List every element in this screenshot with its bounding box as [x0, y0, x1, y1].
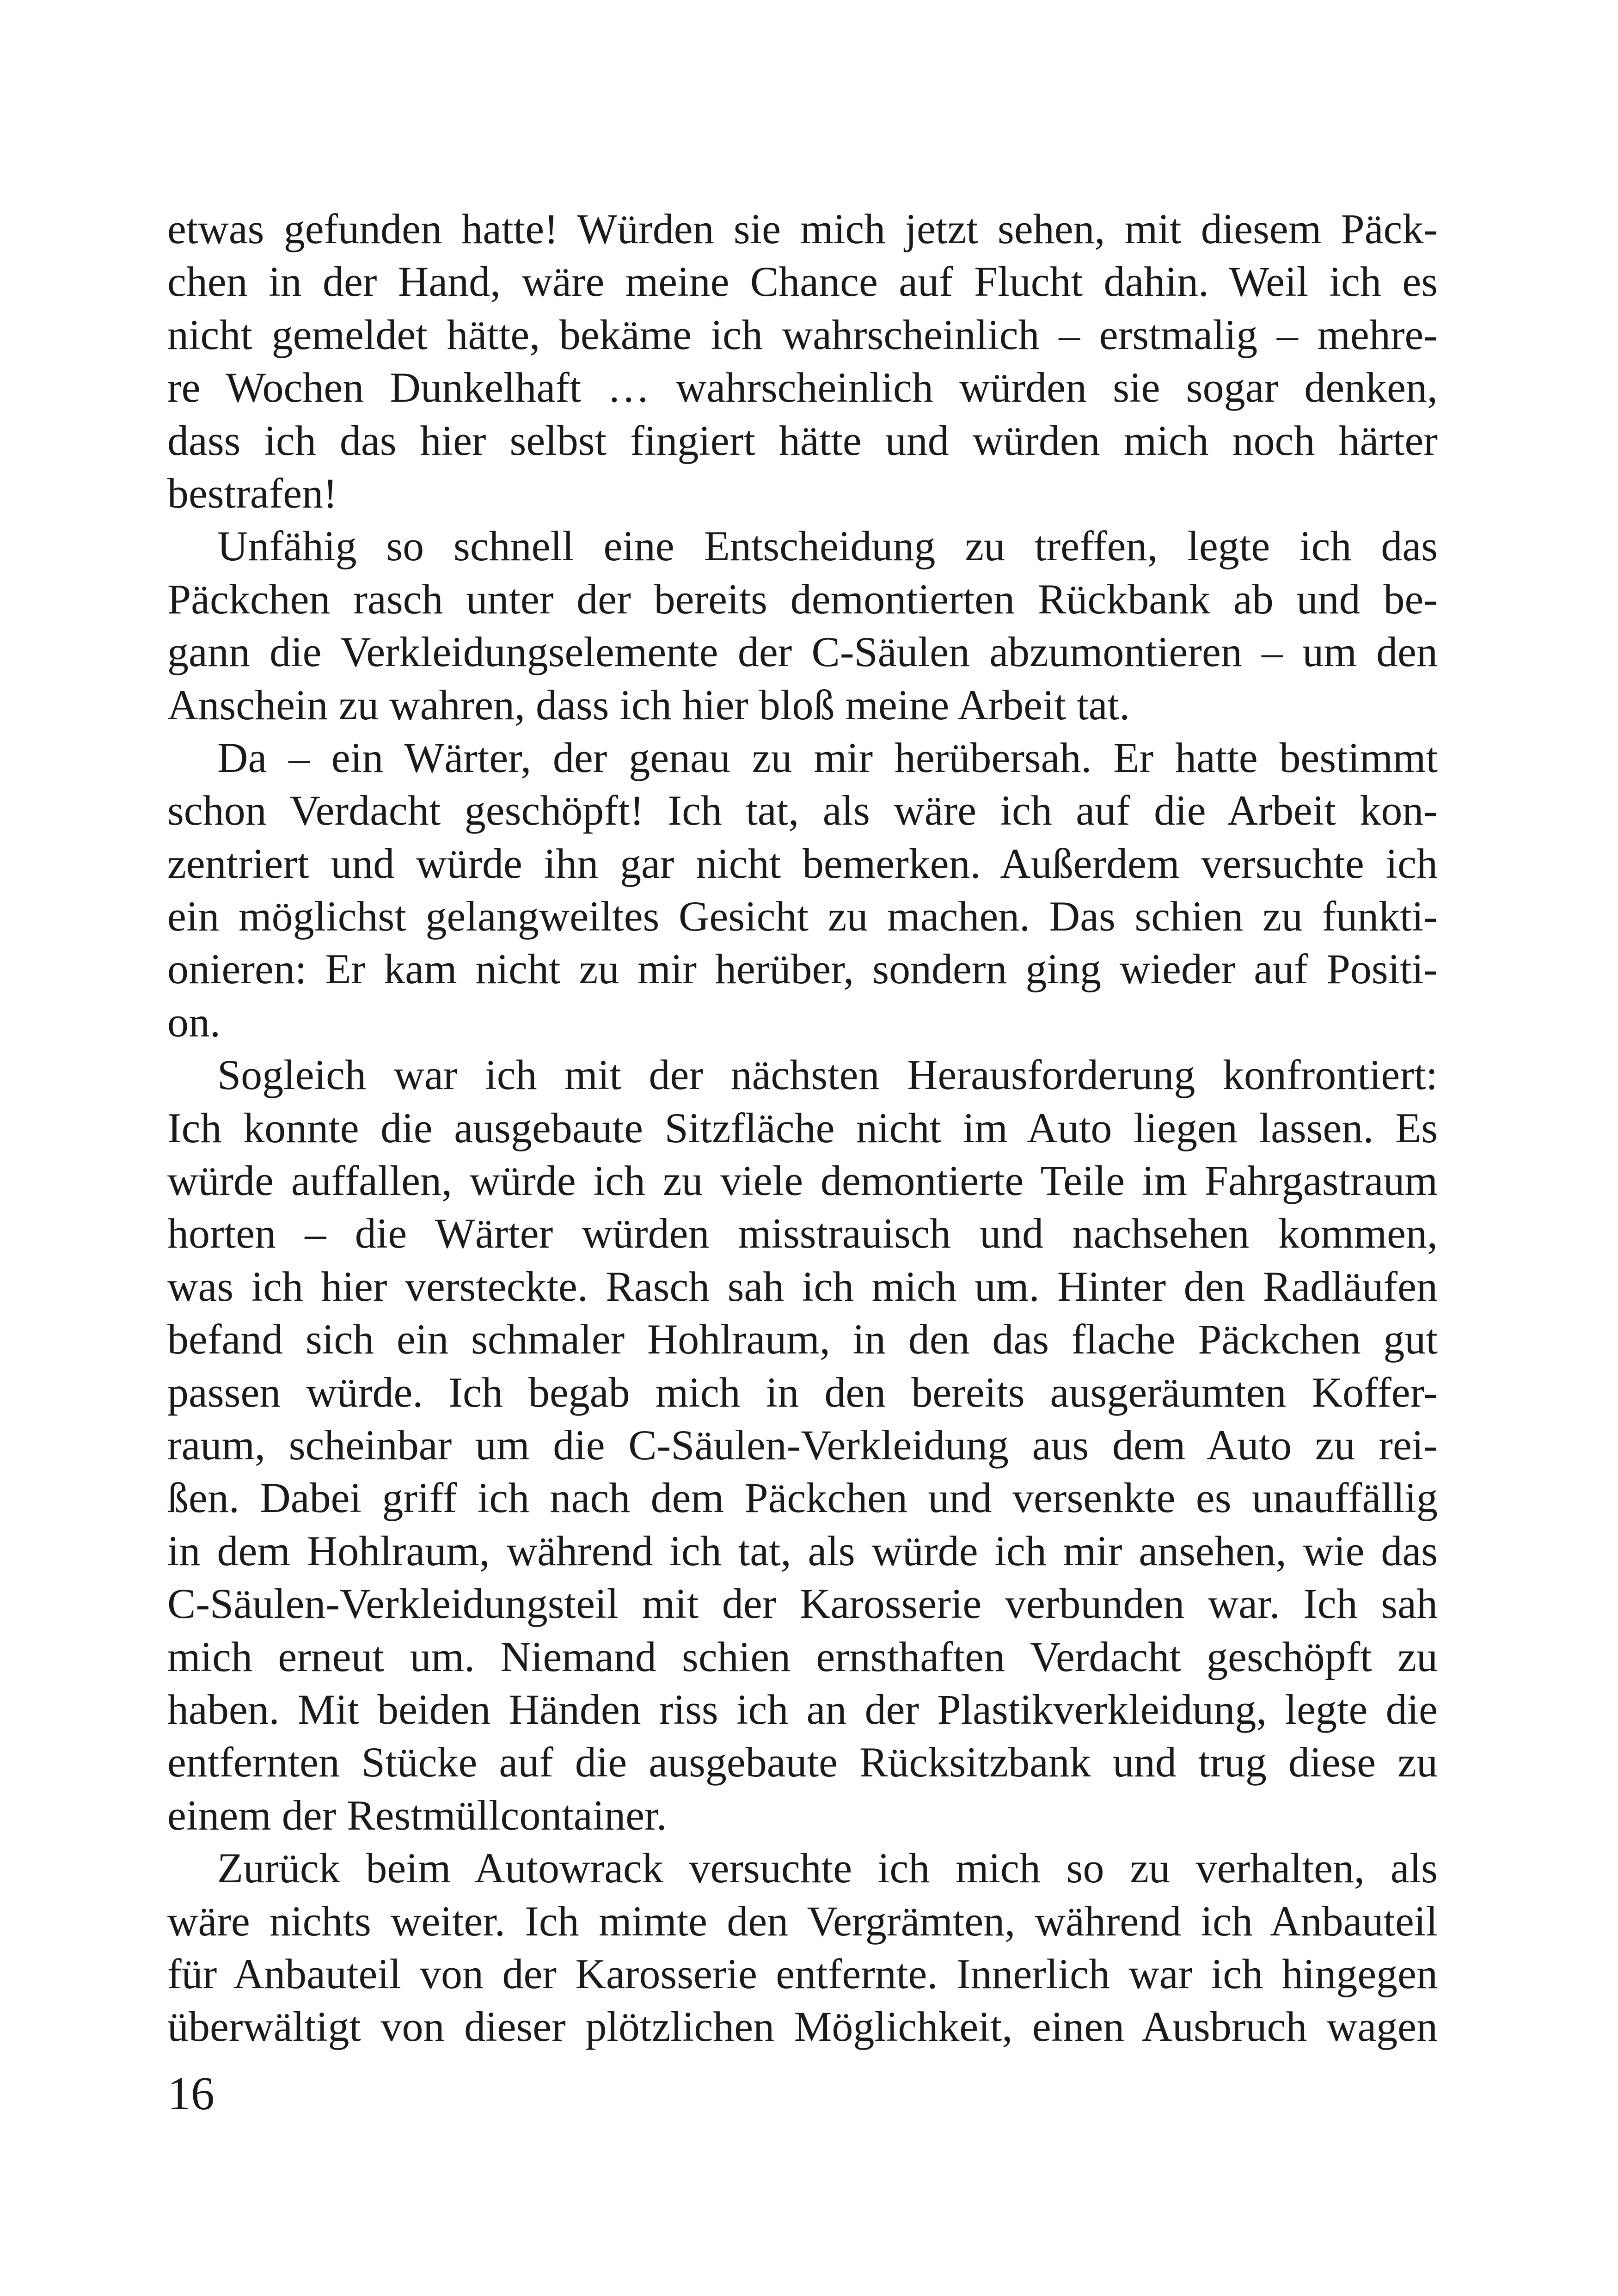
text-line: onieren: Er kam nicht zu mir herüber, sondern ging wieder auf Positi- [167, 945, 1438, 993]
text-line: Sogleich war ich mit der nächsten Herausforderung konfrontiert: [217, 1051, 1438, 1099]
text-line: dass ich das hier selbst fingiert hätte und würden mich noch härter [167, 416, 1438, 464]
text-line: zentriert und würde ihn gar nicht bemerken. Außerdem versuchte ich [167, 839, 1438, 887]
text-line: horten – die Wärter würden misstrauisch und nachsehen kommen, [167, 1210, 1438, 1257]
text-line: Zurück beim Autowrack versuchte ich mich so zu verhalten, als [217, 1844, 1438, 1892]
text-line: gann die Verkleidungselemente der C-Säulen abzumontieren – um den [167, 628, 1438, 676]
paragraph [167, 731, 1438, 1048]
text-line: Da – ein Wärter, der genau zu mir herübersah. Er hatte bestimmt [217, 734, 1438, 781]
text-line: bestrafen! [167, 469, 337, 517]
text-line: mich erneut um. Niemand schien ernsthaften Verdacht geschöpft zu [167, 1633, 1438, 1680]
text-line: etwas gefunden hatte! Würden sie mich jetzt sehen, mit diesem Päck- [167, 205, 1438, 252]
body-text [167, 202, 1438, 2053]
text-line: entfernten Stücke auf die ausgebaute Rücksitzbank und trug diese zu [167, 1739, 1438, 1786]
text-line: chen in der Hand, wäre meine Chance auf Flucht dahin. Weil ich es [167, 258, 1438, 306]
text-line: haben. Mit beiden Händen riss ich an der Plastikverkleidung, legte die [167, 1685, 1438, 1733]
text-line: Ich konnte die ausgebaute Sitzfläche nicht im Auto liegen lassen. Es [167, 1104, 1438, 1151]
text-line: Anschein zu wahren, dass ich hier bloß meine Arbeit tat. [167, 681, 1130, 729]
text-line: wäre nichts weiter. Ich mimte den Vergrämten, während ich Anbauteil [167, 1897, 1438, 1945]
paragraph [167, 1842, 1438, 2053]
text-line: überwältigt von dieser plötzlichen Möglichkeit, einen Ausbruch wagen [167, 2003, 1438, 2051]
text-line: was ich hier versteckte. Rasch sah ich mich um. Hinter den Radläufen [167, 1262, 1438, 1310]
text-line: einem der Restmüllcontainer. [167, 1791, 667, 1839]
page-number: 16 [167, 2068, 215, 2120]
text-line: raum, scheinbar um die C-Säulen-Verkleidung aus dem Auto zu rei- [167, 1421, 1438, 1469]
text-line: befand sich ein schmaler Hohlraum, in den das flache Päckchen gut [167, 1316, 1438, 1363]
text-line: on. [167, 998, 221, 1046]
text-line: C-Säulen-Verkleidungsteil mit der Karosserie verbunden war. Ich sah [167, 1580, 1438, 1628]
text-line: würde auffallen, würde ich zu viele demontierte Teile im Fahrgastraum [167, 1157, 1438, 1205]
text-line: ßen. Dabei griff ich nach dem Päckchen und versenkte es unauffällig [167, 1474, 1438, 1522]
text-line: passen würde. Ich begab mich in den bereits ausgeräumten Koffer- [167, 1368, 1438, 1416]
text-line: re Wochen Dunkelhaft … wahrscheinlich würden sie sogar denken, [167, 364, 1438, 411]
paragraph [167, 520, 1438, 731]
text-line: Unfähig so schnell eine Entscheidung zu treffen, legte ich das [217, 522, 1438, 570]
text-line: nicht gemeldet hätte, bekäme ich wahrscheinlich – erstmalig – mehre- [167, 311, 1438, 358]
text-line: ein möglichst gelangweiltes Gesicht zu machen. Das schien zu funkti- [167, 893, 1438, 940]
text-line: schon Verdacht geschöpft! Ich tat, als wäre ich auf die Arbeit kon- [167, 787, 1438, 834]
text-line: für Anbauteil von der Karosserie entfernte. Innerlich war ich hingegen [167, 1950, 1438, 1997]
paragraph [167, 1048, 1438, 1842]
paragraph [167, 202, 1438, 520]
text-line: Päckchen rasch unter der bereits demontierten Rückbank ab und be- [167, 575, 1438, 623]
text-line: in dem Hohlraum, während ich tat, als würde ich mir ansehen, wie das [167, 1527, 1438, 1574]
